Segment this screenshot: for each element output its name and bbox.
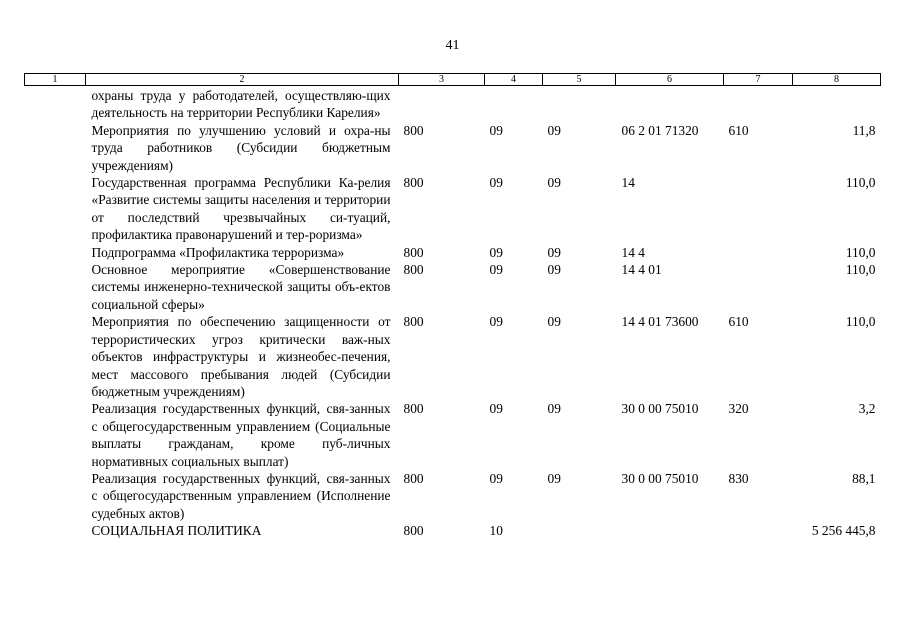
row-name: СОЦИАЛЬНАЯ ПОЛИТИКА <box>91 523 262 539</box>
row-name: Основное мероприятие «Совершенствование системы инженерно-технической защиты объ-ектов социальной сферы» <box>91 262 391 312</box>
row-section: 10 <box>489 523 503 539</box>
row-target-code <box>616 522 724 539</box>
row-admin-code: 800 <box>403 244 424 260</box>
row-target-code: 14 4 01 <box>621 262 662 278</box>
row-target-code: 30 0 00 75010 <box>621 470 699 486</box>
row-target-code: 14 4 <box>621 244 645 260</box>
row-amount: 11,8 <box>852 122 876 138</box>
row-admin-code: 800 <box>403 401 424 417</box>
table-row <box>25 244 881 261</box>
column-header-5: 5 <box>543 74 616 86</box>
row-subsection: 09 <box>547 175 561 191</box>
row-section: 09 <box>489 175 503 191</box>
table-row <box>25 261 881 313</box>
column-header-1: 1 <box>25 74 86 86</box>
budget-table <box>24 73 881 540</box>
row-admin-code: 800 <box>403 523 424 539</box>
row-name: Мероприятия по улучшению условий и охра-ны труда работников (Субсидии бюджетным учреждениям) <box>91 122 391 173</box>
column-header-4: 4 <box>485 74 543 86</box>
row-name: Государственная программа Республики Ка-релия «Развитие системы защиты населения и территории от последствий чрезвычайных си-туаций, профилактика правонарушений и тер-роризма» <box>91 175 391 243</box>
row-target-code: 30 0 00 75010 <box>621 401 699 417</box>
row-name: охраны труда у работодателей, осуществляю-щих деятельность на территории Республики Карелия» <box>91 88 391 121</box>
row-section: 09 <box>489 314 503 330</box>
row-subsection <box>543 86 616 122</box>
table-header-row <box>25 74 881 86</box>
row-amount <box>793 86 881 122</box>
row-col-1 <box>25 313 86 400</box>
row-section: 09 <box>489 470 503 486</box>
row-section: 09 <box>489 244 503 260</box>
row-admin-code: 800 <box>403 122 424 138</box>
row-subsection <box>543 522 616 539</box>
row-amount: 110,0 <box>845 262 876 278</box>
row-subsection: 09 <box>547 470 561 486</box>
row-subsection: 09 <box>547 314 561 330</box>
row-subsection: 09 <box>547 401 561 417</box>
row-name: Мероприятия по обеспечению защищенности от террористических угроз критически важ-ных объектов инфраструктуры и жизнеобес-печения, мест массового пребывания людей (Субсидии бюджетным учреждениям) <box>91 314 391 399</box>
table-row <box>25 522 881 539</box>
row-expense-type: 830 <box>728 470 749 486</box>
table-row <box>25 122 881 174</box>
row-col-1 <box>25 470 86 522</box>
row-amount: 110,0 <box>845 244 876 260</box>
column-header-2: 2 <box>86 74 399 86</box>
row-admin-code: 800 <box>403 314 424 330</box>
row-section: 09 <box>489 122 503 138</box>
row-admin-code: 800 <box>403 470 424 486</box>
row-admin-code: 800 <box>403 262 424 278</box>
row-target-code: 14 4 01 73600 <box>621 314 699 330</box>
table-row <box>25 470 881 522</box>
row-expense-type: 610 <box>728 314 749 330</box>
table-row <box>25 400 881 470</box>
row-expense-type <box>724 86 793 122</box>
row-col-1 <box>25 122 86 174</box>
row-expense-type: 320 <box>728 401 749 417</box>
row-section <box>485 86 543 122</box>
row-admin-code <box>399 86 485 122</box>
row-expense-type <box>724 522 793 539</box>
row-amount: 110,0 <box>845 175 876 191</box>
table-row <box>25 174 881 244</box>
row-admin-code: 800 <box>403 175 424 191</box>
row-amount: 110,0 <box>845 314 876 330</box>
row-col-1 <box>25 400 86 470</box>
column-header-6: 6 <box>616 74 724 86</box>
row-subsection: 09 <box>547 244 561 260</box>
row-expense-type <box>724 244 793 261</box>
row-target-code <box>616 86 724 122</box>
row-subsection: 09 <box>547 122 561 138</box>
row-target-code: 06 2 01 71320 <box>621 122 699 138</box>
row-expense-type: 610 <box>728 122 749 138</box>
row-amount: 3,2 <box>858 401 876 417</box>
row-col-1 <box>25 174 86 244</box>
row-name: Подпрограмма «Профилактика терроризма» <box>91 244 345 260</box>
table-row <box>25 313 881 400</box>
row-amount: 5 256 445,8 <box>811 523 876 539</box>
row-col-1 <box>25 244 86 261</box>
row-section: 09 <box>489 401 503 417</box>
row-expense-type <box>724 261 793 313</box>
row-target-code: 14 <box>621 175 635 191</box>
row-name: Реализация государственных функций, свя-занных с общегосударственным управлением (Исполнение судебных актов) <box>91 470 391 521</box>
row-expense-type <box>724 174 793 244</box>
row-col-1 <box>25 522 86 539</box>
row-col-1 <box>25 261 86 313</box>
column-header-3: 3 <box>399 74 485 86</box>
row-amount: 88,1 <box>852 470 876 486</box>
row-col-1 <box>25 86 86 122</box>
column-header-8: 8 <box>793 74 881 86</box>
row-section: 09 <box>489 262 503 278</box>
column-header-7: 7 <box>724 74 793 86</box>
page-number: 41 <box>445 38 460 53</box>
row-name: Реализация государственных функций, свя-занных с общегосударственным управлением (Социальные выплаты гражданам, кроме пуб-личных нормативных социальных выплат) <box>91 401 391 469</box>
row-subsection: 09 <box>547 262 561 278</box>
table-row <box>25 86 881 122</box>
